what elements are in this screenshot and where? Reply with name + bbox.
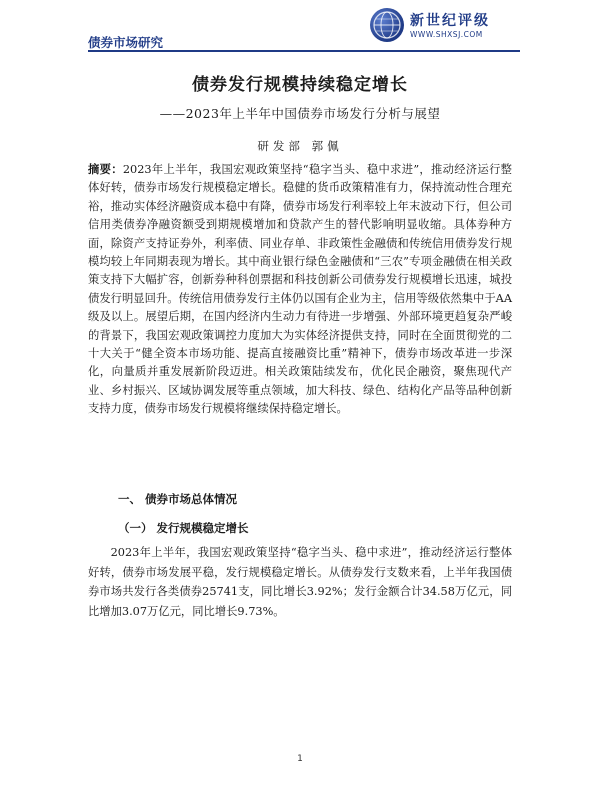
body-paragraph: 2023年上半年，我国宏观政策坚持“稳字当头、稳中求进”，推动经济运行整体好转，债券市场发展平稳，发行规模稳定增长。从债券发行支数来看，上半年我国债券市场共发行各类债券25741支，同比增长3.92%；发行金额合计34.58万亿元，同比增加3.07万亿元，同比增长9.73%。 xyxy=(88,546,512,618)
author-line: 研发部 郭佩 xyxy=(257,139,343,153)
abstract-label: 摘要： xyxy=(88,162,123,176)
abstract-paragraph xyxy=(88,160,512,419)
brand-logo xyxy=(370,8,520,48)
globe-icon xyxy=(370,8,404,42)
section-title: 债券市场研究 xyxy=(88,35,164,50)
subsection-heading: （一） 发行规模稳定增长 xyxy=(118,521,249,535)
document-title: 债券发行规模持续稳定增长 xyxy=(192,75,408,95)
section-heading: 一、 债券市场总体情况 xyxy=(118,492,238,506)
page-header xyxy=(88,0,520,56)
logo-url: WWW.SHXSJ.COM xyxy=(410,30,483,39)
abstract-text: 2023年上半年，我国宏观政策坚持“稳字当头、稳中求进”，推动经济运行整体好转，债券市场发行规模稳定增长。稳健的货币政策精准有力，保持流动性合理充裕，推动实体经济融资成本稳中有降，债券市场发行利率较上年末波动下行，但公司信用类债券净融资额受到期规模增加和贷款产生的替代影响明显收缩。具体券种方面，除资产支持证券外，利率债、同业存单、非政策性金融债和传统信用债券发行规模均较上年同期表现为增长。其中商业银行绿色金融债和“三农”专项金融债在相关政策支持下大幅扩容，创新券种科创票据和科技创新公司债券发行规模增长迅速，城投债发行明显回升。传统信用债券发行主体仍以国有企业为主，信用等级依然集中于AA级及以上。展望后期，在国内经济内生动力有待进一步增强、外部环境更趋复杂严峻的背景下，我国宏观政策调控力度加大为实体经济提供支持，同时在全面贯彻党的二十大关于“健全资本市场功能、提高直接融资比重”精神下，债券市场改革进一步深化，向量质并重发展新阶段迈进。相关政策陆续发布，优化民企融资，聚焦现代产业、乡村振兴、区域协调发展等重点领域，加大科技、绿色、结构化产品等品种创新支持力度，债券市场发行规模将继续保持稳定增长。 xyxy=(88,163,512,416)
header-divider xyxy=(88,50,520,52)
document-subtitle: ——2023年上半年中国债券市场发行分析与展望 xyxy=(159,106,441,121)
logo-name: 新世纪评级 xyxy=(410,13,490,29)
page-number: 1 xyxy=(297,754,303,764)
